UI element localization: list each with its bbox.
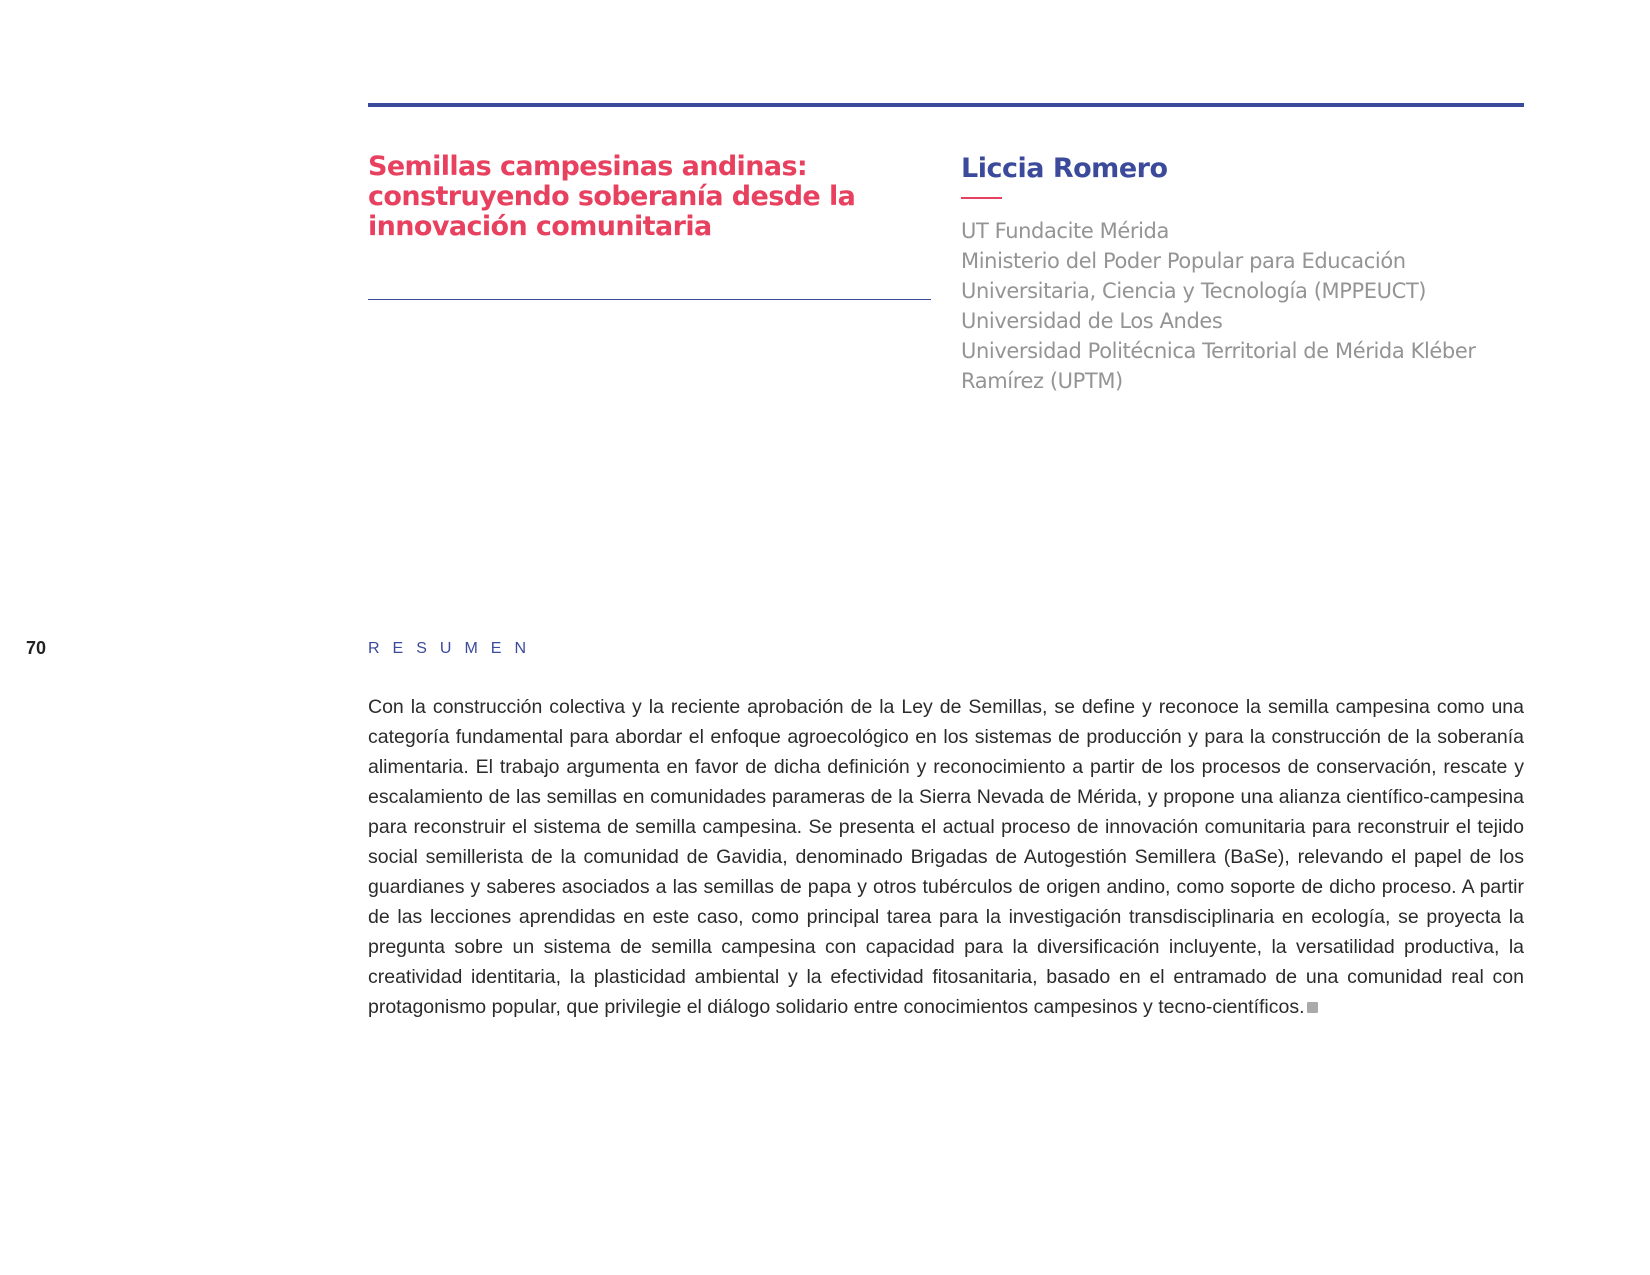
author-accent-rule [961,197,1002,199]
abstract-text: Con la construcción colectiva y la reciente aprobación de la Ley de Semillas, se define y reconoce la semilla campesina como una categoría fundamental para abordar el enfoque agroecológico en los sistemas de producción y para la construcción de la soberanía alimentaria. El trabajo argumenta en favor de dicha definición y reconocimiento a partir de los procesos de conservación, rescate y escalamiento de las semillas en comunidades parameras de la Sierra Nevada de Mérida, y propone una alianza científico-campesina para reconstruir el sistema de semilla campesina. Se presenta el actual proceso de innovación comunitaria para reconstruir el tejido social semillerista de la comunidad de Gavidia, denominado Brigadas de Autogestión Semillera (BaSe), relevando el papel de los guardianes y saberes asociados a las semillas de papa y otros tubérculos de origen andino, como soporte de dicho proceso. A partir de las lecciones aprendidas en este caso, como principal tarea para la investigación transdisciplinaria en ecología, se proyecta la pregunta sobre un sistema de semilla campesina con capacidad para la diversificación incluyente, la versatilidad productiva, la creatividad identitaria, la plasticidad ambiental y la efectividad fitosanitaria, basado en el entramado de una comunidad real con protagonismo popular, que privilegie el diálogo solidario entre conocimientos campesinos y tecno-científicos. [368,696,1524,1018]
affiliation-item: Universidad Politécnica Territorial de Mérida Kléber Ramírez (UPTM) [961,339,1476,393]
article-title: Semillas campesinas andinas: construyendo soberanía desde la innovación comunitaria [368,151,856,242]
abstract-body [368,692,1524,1022]
page-number: 70 [26,638,47,658]
author-affiliations [961,216,1521,396]
affiliation-item: Ministerio del Poder Popular para Educación Universitaria, Ciencia y Tecnología (MPPEUCT) [961,249,1427,303]
author-name: Liccia Romero [961,153,1168,184]
affiliation-item: Universidad de Los Andes [961,309,1223,333]
affiliation-item: UT Fundacite Mérida [961,219,1169,243]
header-rule [368,103,1524,107]
title-divider [368,299,931,300]
end-of-text-marker-icon [1307,1002,1318,1013]
abstract-heading: RESUMEN [368,640,540,657]
